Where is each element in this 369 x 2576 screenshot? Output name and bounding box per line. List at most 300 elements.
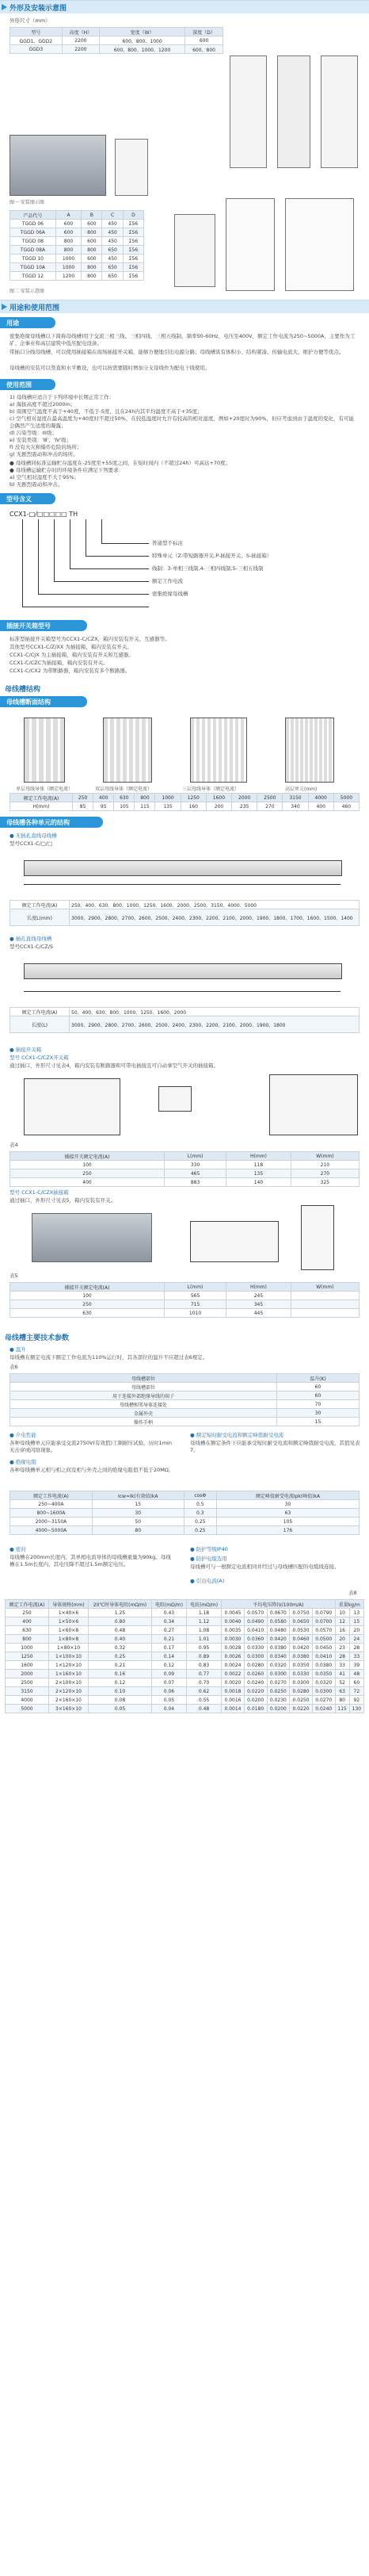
table6	[10, 1373, 359, 1426]
env-item: a) 空气相对湿度不大于95%；	[10, 474, 80, 480]
tgd-cell: Σ56	[123, 255, 143, 263]
table6-cell: 用于连接外部绝缘导线的端子	[10, 1391, 277, 1400]
table8-cell: 0.0020	[222, 1678, 245, 1687]
table8-cell: 2500	[6, 1678, 49, 1687]
table8-cell: 0.21	[151, 1635, 186, 1644]
spec-title: ● 绝缘电阻	[10, 1459, 36, 1465]
table8-cell: 0.0270	[267, 1678, 290, 1687]
table4-cell: 270	[291, 1169, 359, 1178]
table8-cell: 0.21	[89, 1661, 152, 1670]
table7-cell: 30	[216, 1500, 359, 1509]
table8-cell: 15	[349, 1617, 363, 1626]
dims-cell: GGD3	[10, 45, 63, 54]
cabinet-drawing-small	[115, 139, 148, 196]
table8-cell: 0.0300	[267, 1670, 290, 1678]
tgd-cell: 650	[102, 263, 123, 272]
plug-busway-drawing	[24, 963, 342, 979]
table8-cell: 0.17	[151, 1644, 186, 1652]
cabinet-drawing-front	[230, 56, 267, 168]
section-header-cell: 1000	[155, 794, 181, 802]
table4-cell: 325	[291, 1178, 359, 1187]
table8-header: 电抗(mΩ/m)	[187, 1600, 222, 1609]
table8-cell: 0.0480	[267, 1626, 290, 1635]
section-cell: 85	[73, 802, 93, 811]
switch-box-drawing	[269, 1074, 358, 1135]
tgd-cell: 800	[55, 246, 81, 255]
table8-cell: 0.34	[151, 1617, 186, 1626]
dims-cell: 600、800	[185, 45, 223, 54]
table8-cell: 250	[6, 1609, 49, 1617]
plug-box-photo	[32, 1213, 152, 1262]
table8-cell: 0.62	[187, 1687, 222, 1696]
table6-cell: 30	[276, 1409, 359, 1418]
subsection-header	[0, 696, 87, 707]
switch-box-drawing	[24, 1078, 120, 1135]
table7-cell: 63	[216, 1509, 359, 1518]
model-tree-line	[54, 581, 149, 582]
table8-cell: 0.0018	[222, 1687, 245, 1696]
table8-cell: 0.0330	[290, 1670, 313, 1678]
table5-header: W(mm)	[291, 1283, 359, 1292]
table7-header: 额定工作电流(A)	[10, 1491, 93, 1500]
table4-cell: 330	[165, 1161, 226, 1169]
table8-cell: 13	[349, 1609, 363, 1617]
table8-cell: 0.0410	[244, 1626, 267, 1635]
table7-cell: 50	[92, 1518, 184, 1526]
subsection-title: 插接开关箱型号	[6, 622, 51, 630]
table8-header: 重量kg/m	[335, 1600, 363, 1609]
table8-cell: 41	[335, 1670, 349, 1678]
dims-cell: 600、800、1000、1200	[100, 45, 185, 54]
switchgear-photo	[10, 135, 106, 196]
table8-header: 20℃时导体电阻(mΩ/m)	[89, 1600, 152, 1609]
section-cell: 115	[135, 802, 155, 811]
figure-caption: 图二 安装示意图	[10, 289, 44, 294]
table8-cell: 0.0024	[222, 1661, 245, 1670]
table8-cell: 48	[349, 1670, 363, 1678]
table5-cell: 345	[226, 1300, 291, 1309]
section-header-cell: 1600	[206, 794, 231, 802]
table8-cell: 1×40×6	[48, 1609, 88, 1617]
cabinet-drawing-back	[321, 56, 358, 168]
tgd-cell: 450	[102, 228, 123, 237]
table8-cell: 0.0320	[312, 1678, 335, 1687]
table8-cell: 1.25	[89, 1609, 152, 1617]
table8-row	[6, 1617, 364, 1626]
table7-cell: 4000~5000A	[10, 1526, 93, 1535]
table8-cell: 0.12	[151, 1661, 186, 1670]
table8-cell: 0.40	[89, 1635, 152, 1644]
table8-header: 导体规格(mm)	[48, 1600, 88, 1609]
table8-cell: 0.77	[187, 1670, 222, 1678]
tgd-cell: 800	[82, 263, 102, 272]
env-item: c) 空气相对湿度在最高温度为+40度时不超过50%，在较低温度时允许有较高的相对湿度，例如+20度时为90%，但应考虑到由于温度的变化，有可能会偶然产生适度的凝露；	[10, 415, 355, 429]
table4-cell: 883	[165, 1178, 226, 1187]
table8-row	[6, 1687, 364, 1696]
table8-row	[6, 1696, 364, 1705]
plug-table	[10, 1007, 359, 1033]
table5	[10, 1282, 359, 1318]
table8-row	[6, 1670, 364, 1678]
table8-cell: 0.0750	[290, 1609, 313, 1617]
table8-cell: 0.0380	[290, 1652, 313, 1661]
table8-cell: 400	[6, 1617, 49, 1626]
table8-cell: 2×100×10	[48, 1678, 88, 1687]
table8-row	[6, 1678, 364, 1687]
table4-header: H(mm)	[226, 1152, 291, 1161]
install-drawing	[285, 198, 354, 291]
section-header	[0, 300, 369, 313]
table4-header: 插接开关额定电流(A)	[10, 1152, 165, 1161]
plug-paragraph: CCX1-C/CZC为插接箱，箱内安装有开关。	[10, 660, 108, 666]
table7-cell: 0.25	[184, 1526, 216, 1535]
table8-cell: 0.0410	[312, 1652, 335, 1661]
section-caption: 高层单元(mm)	[285, 787, 318, 792]
table8-cell: 33	[335, 1661, 349, 1670]
table5-header: H(mm)	[226, 1283, 291, 1292]
plug-cell: 3000、2900、2800、2700、2600、2500、2400、2300、2200、2100、2000、1900、1800	[70, 1016, 359, 1033]
table8-cell: 3×160×10	[48, 1705, 88, 1713]
table8-cell: 0.80	[89, 1617, 152, 1626]
table5-header: 插接开关额定电流(A)	[10, 1283, 165, 1292]
table8-cell: 0.0580	[267, 1617, 290, 1626]
table8-cell: 5000	[6, 1705, 49, 1713]
table5-cell: 1010	[165, 1309, 226, 1318]
table8-cell: 33	[349, 1652, 363, 1661]
table7-cell: 176	[216, 1526, 359, 1535]
spec-title: ● 防护等级IP40	[190, 1546, 228, 1552]
section-header-cell: 2000	[232, 794, 257, 802]
tgd-cell: 450	[102, 255, 123, 263]
table-label: 表8	[348, 1590, 357, 1596]
table8-cell: 1×100×10	[48, 1652, 88, 1661]
box-model: 型号 CCX1-C/CZX插接箱	[10, 1189, 69, 1196]
subsection-header	[0, 817, 103, 828]
table6-cell: 60	[276, 1391, 359, 1400]
dims-cell: GGD1、GGD2	[10, 36, 63, 45]
plug-box-drawing	[190, 1221, 279, 1262]
table8-cell: 0.06	[151, 1687, 186, 1696]
table7-cell: 0.5	[184, 1500, 216, 1509]
table8-row	[6, 1652, 364, 1661]
spec-desc: 母线槽在额定电流下额定工作电流为110%运行时，其各部位的温升不应超过表6规定。	[10, 1354, 208, 1361]
section-header-cell: 630	[114, 794, 135, 802]
unit-model: 型号CCX1-C/CZ/S	[10, 944, 54, 950]
tgd-cell: Σ56	[123, 220, 143, 228]
subsection-title: 使用范围	[6, 381, 32, 389]
dims-table	[10, 27, 223, 54]
subsection-header	[0, 493, 55, 504]
tgd-cell: 1200	[55, 272, 81, 281]
section-header-cell: 3150	[283, 794, 308, 802]
table8-header: 额定工作电流(A)	[6, 1600, 49, 1609]
tgd-cell: 450	[102, 220, 123, 228]
section-cell: 235	[232, 802, 257, 811]
section-header-cell: 额定工作电流(A)	[10, 794, 73, 802]
table8-cell: 1.08	[187, 1626, 222, 1635]
model-tree-line	[38, 519, 39, 594]
table8-cell: 52	[335, 1678, 349, 1687]
table8-cell: 0.16	[89, 1670, 152, 1678]
env-item: f) 没有火灾和爆炸危险的场所；	[10, 444, 82, 450]
section-header-cell: 250	[73, 794, 93, 802]
table8-cell: 0.0250	[267, 1687, 290, 1696]
table8-cell: 0.0530	[290, 1626, 313, 1635]
dims-header: 型号	[10, 28, 63, 36]
section-header	[0, 0, 369, 13]
model-tree-line	[38, 594, 149, 595]
section-caption: 单层母线导体（额定电流）	[16, 787, 74, 792]
tgd-cell: TGGD 08	[10, 237, 56, 246]
plug-paragraph: CCX1-C/CX2 为带断路器，箱内安装有多个断路器。	[10, 668, 131, 674]
table8-cell: 0.0022	[222, 1670, 245, 1678]
model-tree-line	[54, 519, 55, 581]
table8-cell: 0.55	[187, 1696, 222, 1705]
model-label: 额定工作电流	[152, 578, 183, 584]
table8-cell: 0.05	[89, 1705, 152, 1713]
model-label: 线制：3-单相三线制,4-三相四线制,5-三相五线制	[152, 565, 264, 572]
straight-cell: 额定工作电流(A)	[10, 901, 70, 909]
table8-cell: 1×80×8	[48, 1635, 88, 1644]
table5-header: L(mm)	[165, 1283, 226, 1292]
table8-cell: 0.0280	[290, 1687, 313, 1696]
tgd-cell: 600	[82, 237, 102, 246]
table8-cell: 2×160×10	[48, 1696, 88, 1705]
table4-cell: 140	[226, 1178, 291, 1187]
plug-paragraph: CCX1-C/CJX 为主插接箱，箱内安装有开关和互感器。	[10, 652, 134, 658]
dims-cell: 2200	[62, 45, 99, 54]
table8-cell: 0.10	[89, 1687, 152, 1696]
table8-cell: 0.0650	[290, 1617, 313, 1626]
tgd-cell: 650	[102, 272, 123, 281]
model-code: CCX1-□/□□□□□ TH	[10, 511, 78, 518]
section-title: 母线槽主要技术参数	[5, 1334, 70, 1342]
table8-cell: 0.0270	[312, 1696, 335, 1705]
table7-header: Icw=Ik(有效值)kA	[92, 1491, 184, 1500]
table8-cell: 10	[335, 1609, 349, 1617]
table8-cell: 0.0220	[290, 1705, 313, 1713]
table8-body	[6, 1609, 364, 1713]
table4-cell: 135	[226, 1169, 291, 1178]
model-label: 特殊单元（Z-带短路器开关,P-插接开关、S-插接箱）	[152, 553, 272, 559]
table6-cell: 母线槽相邻导体连接处	[10, 1400, 277, 1409]
table8-cell: 28	[349, 1644, 363, 1652]
plug-cell: 长度(L)	[10, 1016, 70, 1033]
table8-cell: 2000	[6, 1670, 49, 1678]
table8-cell: 24	[349, 1635, 363, 1644]
env-item: b) 周围空气温度不高于+40度，不低于-5度，且在24h内其平均温度不高于+35度；	[10, 408, 203, 415]
spec-desc: 母线槽在200mm长度内，其单相电流导体的母线槽重量为90kg。母线槽在1.5m长度内，其电压降不超过1.5m额定电压。	[10, 1554, 171, 1567]
install-drawing	[174, 214, 215, 287]
cross-section-single	[24, 718, 65, 783]
table6-header: 母线槽部位	[10, 1374, 277, 1383]
table8-cell: 0.0330	[244, 1644, 267, 1652]
tgd-cell: 600	[82, 255, 102, 263]
table8-cell: 0.0035	[222, 1626, 245, 1635]
subsection-header	[0, 317, 55, 328]
model-label: 普通型不标注	[152, 540, 183, 546]
table8-cell: 0.25	[89, 1652, 152, 1661]
table8-cell: 1×120×10	[48, 1661, 88, 1670]
cross-section-high	[285, 718, 334, 783]
env-item: ● 母线槽运输贮存时的环境条件应满足下列要求：	[10, 467, 124, 473]
table7-cell: 2000~3150A	[10, 1518, 93, 1526]
table5-cell: 100	[10, 1292, 165, 1300]
unit-title: ● 插孔直线母线槽	[10, 936, 52, 942]
usage-paragraph: 母线槽的安装可以竖直和水平敷设，也可以按需要随时增加分支母线作为配电干线使用。	[10, 365, 211, 371]
section-cell: 135	[155, 802, 181, 811]
subsection-header	[0, 620, 87, 631]
table7-cell: 250~400A	[10, 1500, 93, 1509]
table8-cell: 1×60×8	[48, 1626, 88, 1635]
section-cell: 340	[283, 802, 308, 811]
table7-cell: 15	[92, 1500, 184, 1509]
cabinet-drawing-side	[277, 56, 310, 168]
table8-cell: 1.12	[187, 1617, 222, 1626]
tgd-table	[10, 210, 144, 281]
table8-cell: 0.0300	[290, 1678, 313, 1687]
section-cell: 160	[181, 802, 206, 811]
table5-cell: 630	[10, 1309, 165, 1318]
tgd-header: B	[82, 211, 102, 220]
plug-box-drawing	[301, 1205, 334, 1270]
table8-cell: 0.0045	[222, 1609, 245, 1617]
table8-cell: 1×50×6	[48, 1617, 88, 1626]
table8-cell: 0.09	[151, 1670, 186, 1678]
table8-cell: 16	[335, 1626, 349, 1635]
straight-cell: 250、400、630、800、1000、1250、1600、2000、2500、3150、4000、5000	[70, 901, 359, 909]
table8-cell: 0.0230	[267, 1696, 290, 1705]
table8-cell: 0.0300	[244, 1652, 267, 1661]
table8-cell: 1.01	[187, 1635, 222, 1644]
table8-cell: 1600	[6, 1661, 49, 1670]
tgd-cell: 650	[102, 246, 123, 255]
straight-cell: 长度L(mm)	[10, 909, 70, 926]
straight-table	[10, 900, 359, 926]
table8-cell: 0.0500	[312, 1635, 335, 1644]
section-header-cell: 4000	[308, 794, 333, 802]
section-cell: 270	[257, 802, 283, 811]
table8-cell: 1250	[6, 1652, 49, 1661]
table4-header: W(mm)	[291, 1152, 359, 1161]
table8-cell: 1.18	[187, 1609, 222, 1617]
table5-cell: 565	[165, 1292, 226, 1300]
table8-cell: 0.14	[151, 1652, 186, 1661]
table8-cell: 0.0250	[290, 1696, 313, 1705]
table-label: 表5	[10, 1273, 18, 1279]
table8-cell: 0.95	[187, 1644, 222, 1652]
env-item: e) 安装类别：'Ⅲ'、'Ⅳ'级；	[10, 437, 72, 443]
table8-cell: 4000	[6, 1696, 49, 1705]
env-item: ● 母线槽同标准运输贮存温度在-25度至+55度之间，在短时间内（不超过24h）可高达+70度；	[10, 460, 231, 466]
table8-cell: 0.12	[89, 1678, 152, 1687]
cross-section-triple	[190, 718, 247, 783]
table8-cell: 0.07	[151, 1678, 186, 1687]
usage-paragraph: 密集绝缘母线槽以下简称母线槽)用于交流三相三线、三相四线、三相五线制，频率50-60Hz，电压至400V，额定工作电流为250~5000A，主要作为工矿、企事业和高层建筑中低压配电设备。	[10, 333, 356, 346]
section-header-cell: 400	[93, 794, 114, 802]
tgd-cell: 600	[55, 228, 81, 237]
unit-model: 型号CCX1-C/□/□	[10, 840, 53, 847]
spec-desc: 各种母线槽单元应能承受交流2750V(有效值)工频耐压试验，历时1min无击穿或闪络现象。	[10, 1440, 172, 1453]
table8-cell: 0.0700	[312, 1617, 335, 1626]
tgd-cell: 600	[55, 220, 81, 228]
straight-cell: 3000、2900、2800、2700、2600、2500、2400、2300、2200、2100、2000、1900、1800、1700、1600、1500、1400	[70, 909, 359, 926]
spec-title: ● 额定短时耐受电流和额定峰值耐受电流	[190, 1432, 284, 1438]
spec-title: ● 防护电缆选用	[190, 1556, 227, 1562]
table8-cell: 0.0380	[267, 1644, 290, 1652]
subsection-header	[0, 379, 55, 390]
table8-cell: 0.70	[187, 1678, 222, 1687]
table7-cell: 80	[92, 1526, 184, 1535]
table7-header: 额定峰值耐受电流Ipk(峰值)kA	[216, 1491, 359, 1500]
tgd-cell: TGGD 12	[10, 272, 56, 281]
table8-cell: 0.0340	[267, 1652, 290, 1661]
table8-cell: 115	[335, 1705, 349, 1713]
model-label: 密集绝缘母线槽	[152, 591, 188, 597]
section-table	[10, 793, 359, 811]
table8-cell: 60	[349, 1678, 363, 1687]
table4-header: L(mm)	[165, 1152, 226, 1161]
table7-cell: 0.3	[184, 1509, 216, 1518]
spec-desc: 各种母线槽单元相与相之间及相与外壳之间的绝缘电阻值不低于20MΩ。	[10, 1467, 174, 1473]
straight-busway-drawing	[24, 860, 342, 876]
tgd-cell: Σ56	[123, 228, 143, 237]
table4-cell: 465	[165, 1169, 226, 1178]
table4-cell: 210	[291, 1161, 359, 1169]
table6-cell: 金属外壳	[10, 1409, 277, 1418]
table6-cell: 60	[276, 1383, 359, 1391]
table8-cell: 0.0200	[267, 1705, 290, 1713]
table8-cell: 92	[349, 1696, 363, 1705]
spec-title: ● 密封	[10, 1546, 26, 1552]
env-item: 1) 母线槽应适合于下列环境中长期正常工作：	[10, 394, 115, 400]
table8-cell: 0.0016	[222, 1696, 245, 1705]
table8-cell: 20	[349, 1626, 363, 1635]
tgd-cell: 600	[82, 220, 102, 228]
table4	[10, 1151, 359, 1187]
section-cell: 105	[114, 802, 135, 811]
table8-cell: 0.0670	[267, 1609, 290, 1617]
table8-cell: 12	[335, 1617, 349, 1626]
table8-cell: 23	[335, 1644, 349, 1652]
tgd-header: A	[55, 211, 81, 220]
section-header-cell: 2500	[257, 794, 283, 802]
dims-cell: 600、800、1000	[100, 36, 185, 45]
spec-desc: 母线槽在额定条件下应能承受短时耐受电流和额定峰值耐受电流，其值见表7。	[190, 1440, 360, 1453]
section-title: 外形及安装示意图	[10, 5, 67, 13]
table5-cell: 715	[165, 1300, 226, 1309]
tgd-cell: TGGD 10	[10, 255, 56, 263]
table8-cell: 0.05	[151, 1696, 186, 1705]
table6-cell: 操作手柄	[10, 1418, 277, 1426]
table5-cell	[291, 1292, 359, 1300]
table8-row	[6, 1635, 364, 1644]
table8-cell: 0.0260	[244, 1670, 267, 1678]
table8-cell: 0.0026	[222, 1652, 245, 1661]
plug-paragraph: 标准型插接开关箱型号为CCX1-C/CZX，箱内安装有开关、互感器等。	[10, 636, 170, 642]
table5-cell: 445	[226, 1309, 291, 1318]
env-item: d) 污染等级：III级；	[10, 430, 57, 436]
table8-row	[6, 1661, 364, 1670]
box-desc: 通过插口，外形尺寸见表5，箱内安装有开关。	[10, 1197, 116, 1204]
table8-cell: 3150	[6, 1687, 49, 1696]
tgd-cell: 1000	[55, 255, 81, 263]
table8-cell: 1×80×10	[48, 1644, 88, 1652]
table7	[10, 1491, 359, 1535]
table8-row	[6, 1705, 364, 1713]
section-title: 母线槽结构	[5, 686, 41, 694]
tgd-cell: 1000	[55, 263, 81, 272]
